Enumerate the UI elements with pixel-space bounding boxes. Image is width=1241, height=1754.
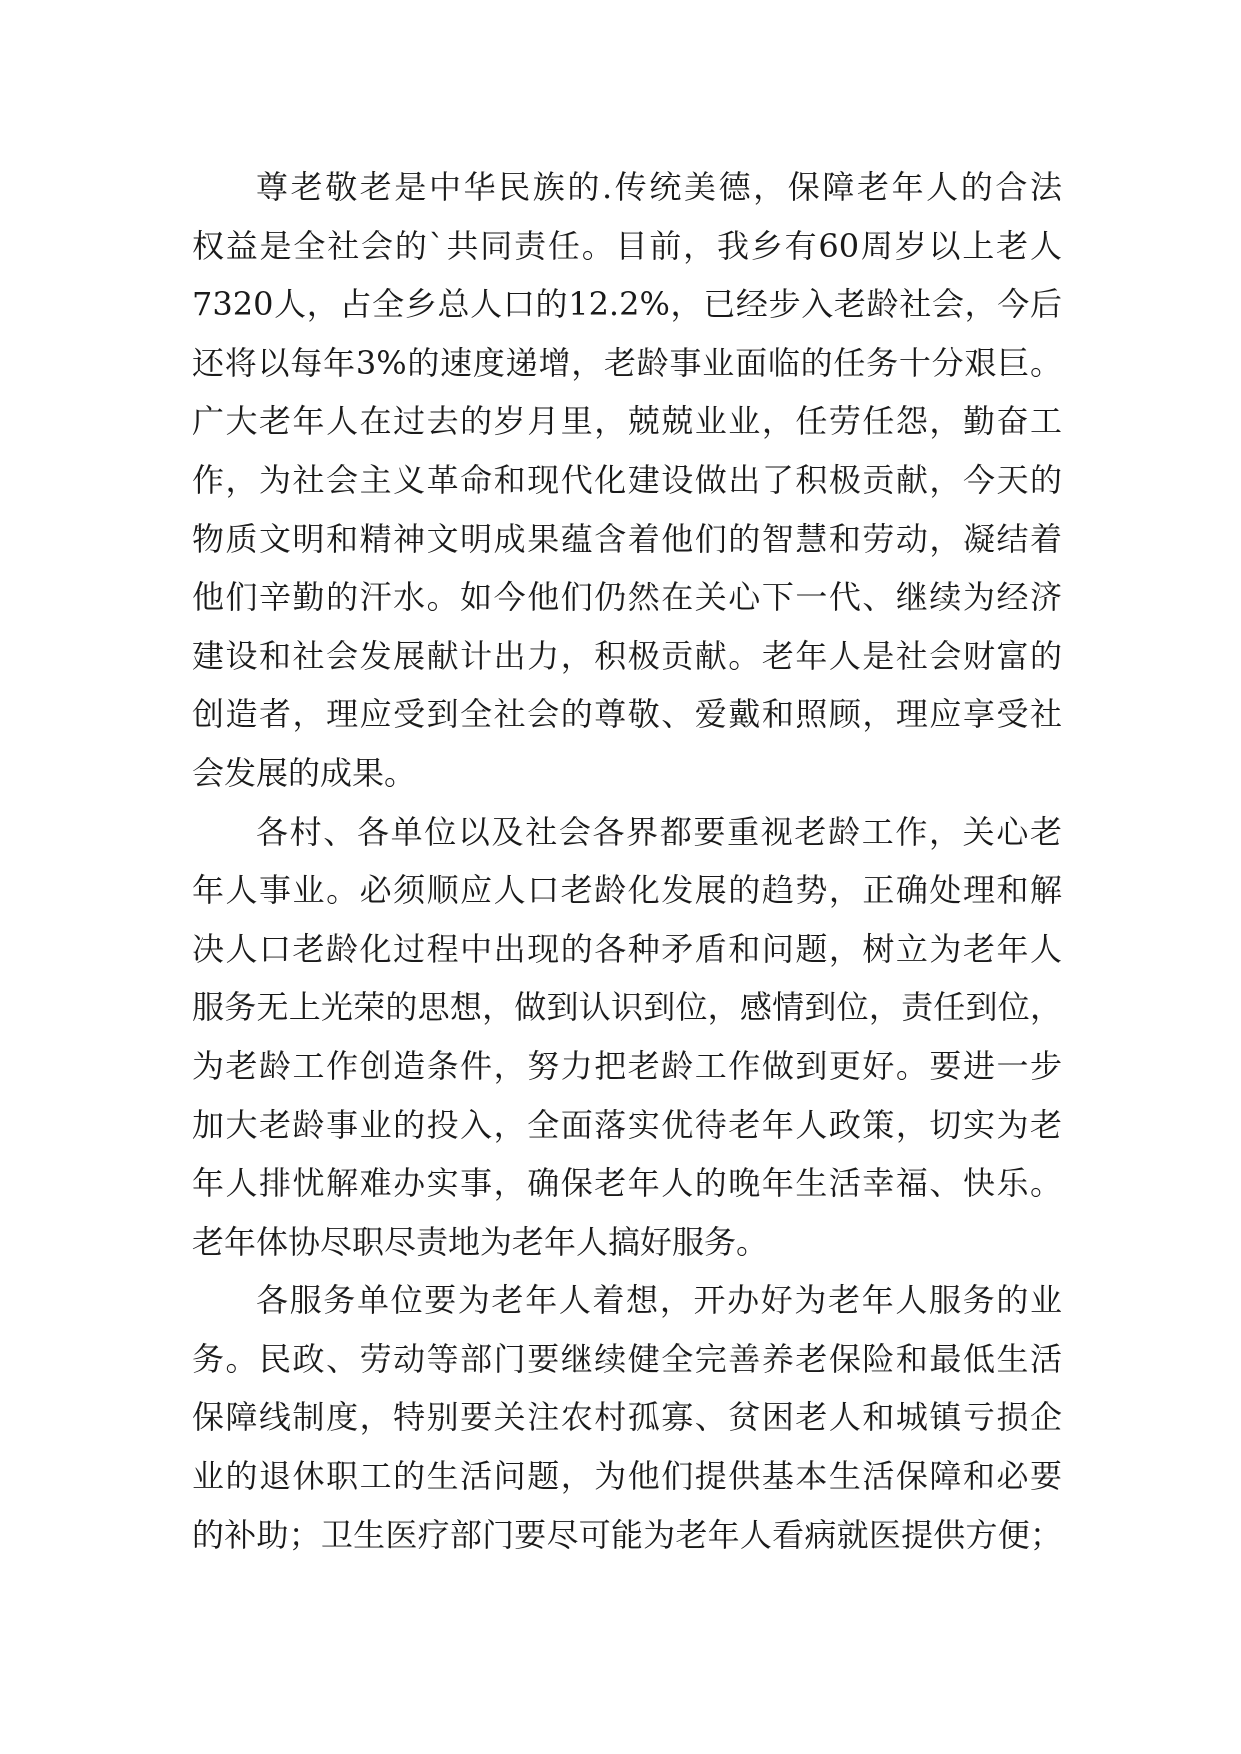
paragraph-1-line-7: 物质文明和精神文明成果蕴含着他们的智慧和劳动，凝结着 (192, 519, 1062, 558)
paragraph-3-line-3: 保障线制度，特别要关注农村孤寡、贫困老人和城镇亏损企 (192, 1398, 1062, 1437)
paragraph-1-line-10: 创造者，理应受到全社会的尊敬、爱戴和照顾，理应享受社 (192, 695, 1062, 734)
paragraph-1-line-1: 尊老敬老是中华民族的.传统美德，保障老年人的合法 (256, 168, 1062, 206)
paragraph-2-line-1: 各村、各单位以及社会各界都要重视老龄工作，关心老 (256, 812, 1062, 851)
paragraph-3-line-2: 务。民政、劳动等部门要继续健全完善养老保险和最低生活 (192, 1339, 1062, 1378)
paragraph-1-line-11: 会发展的成果。 (192, 753, 417, 792)
paragraph-2-line-5: 为老龄工作创造条件，努力把老龄工作做到更好。要进一步 (192, 1046, 1062, 1085)
paragraph-2-line-8: 老年体协尽职尽责地为老年人搞好服务。 (192, 1222, 769, 1261)
paragraph-1-line-3: 7320人，占全乡总人口的12.2%，已经步入老龄社会，今后 (192, 285, 1062, 324)
paragraph-2-line-4: 服务无上光荣的思想，做到认识到位，感情到位，责任到位， (192, 988, 1062, 1027)
paragraph-2-line-2: 年人事业。必须顺应人口老龄化发展的趋势，正确处理和解 (192, 871, 1062, 910)
paragraph-1-line-4: 还将以每年3%的速度递增，老龄事业面临的任务十分艰巨。 (192, 343, 1062, 382)
paragraph-1-line-9: 建设和社会发展献计出力，积极贡献。老年人是社会财富的 (192, 636, 1062, 675)
paragraph-1-line-8: 他们辛勤的汗水。如今他们仍然在关心下一代、继续为经济 (192, 578, 1062, 617)
paragraph-1-line-5: 广大老年人在过去的岁月里，兢兢业业，任劳任怨，勤奋工 (192, 402, 1062, 441)
paragraph-2-line-6: 加大老龄事业的投入，全面落实优待老年人政策，切实为老 (192, 1105, 1062, 1144)
paragraph-3-line-1: 各服务单位要为老年人着想，开办好为老年人服务的业 (256, 1281, 1062, 1320)
paragraph-2-line-3: 决人口老龄化过程中出现的各种矛盾和问题，树立为老年人 (192, 929, 1062, 968)
paragraph-3-line-4: 业的退休职工的生活问题，为他们提供基本生活保障和必要 (192, 1457, 1062, 1496)
paragraph-1-line-6: 作，为社会主义革命和现代化建设做出了积极贡献，今天的 (192, 460, 1062, 499)
paragraph-2-line-7: 年人排忧解难办实事，确保老年人的晚年生活幸福、快乐。 (192, 1164, 1062, 1203)
document-body (192, 158, 1062, 1564)
paragraph-1-line-2: 权益是全社会的`共同责任。目前，我乡有60周岁以上老人 (192, 226, 1062, 265)
paragraph-3-line-5: 的补助；卫生医疗部门要尽可能为老年人看病就医提供方便； (192, 1515, 1062, 1554)
